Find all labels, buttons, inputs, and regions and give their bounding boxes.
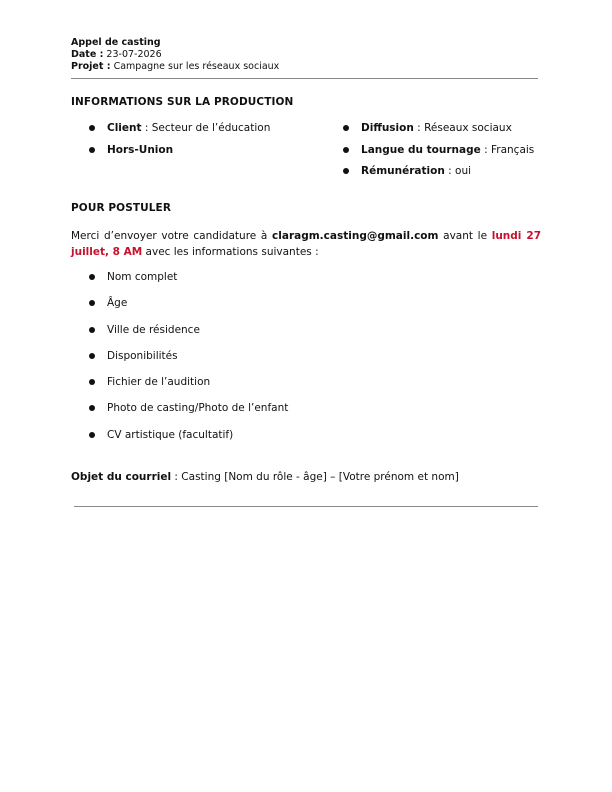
project-line xyxy=(71,61,279,73)
list-item: Fichier de l’audition xyxy=(89,375,288,401)
info-label: Client xyxy=(107,122,142,134)
list-item xyxy=(89,121,270,143)
document-header xyxy=(71,37,279,73)
list-item: Ville de résidence xyxy=(89,323,288,349)
apply-instructions xyxy=(71,228,541,260)
intro-text: avant le xyxy=(438,230,492,242)
required-info-list xyxy=(89,270,288,454)
date-line xyxy=(71,49,279,61)
subject-separator: : xyxy=(171,471,182,483)
email-subject-line xyxy=(71,470,459,484)
list-item: Nom complet xyxy=(89,270,288,296)
info-label: Rémunération xyxy=(361,165,445,177)
list-item xyxy=(343,164,534,186)
intro-text: avec les informations suivantes : xyxy=(142,246,319,258)
info-value: Français xyxy=(490,143,535,156)
info-value: oui xyxy=(455,165,472,177)
info-label: Hors-Union xyxy=(107,143,174,156)
project-label: Projet : xyxy=(71,61,111,72)
list-item: Photo de casting/Photo de l’enfant xyxy=(89,401,288,427)
top-divider xyxy=(71,78,538,79)
info-label: Langue du tournage xyxy=(361,143,481,156)
info-separator: : xyxy=(480,143,491,156)
info-separator: : xyxy=(413,122,425,134)
date-value: 23-07-2026 xyxy=(106,49,162,60)
info-value: Secteur de l’éducation xyxy=(151,122,271,134)
list-item: CV artistique (facultatif) xyxy=(89,428,288,454)
production-section-title: INFORMATIONS SUR LA PRODUCTION xyxy=(71,96,294,108)
production-info-left xyxy=(89,121,270,164)
info-value: Réseaux sociaux xyxy=(424,122,512,134)
info-separator: : xyxy=(141,122,152,134)
document-title: Appel de casting xyxy=(71,37,161,48)
contact-email: claragm.casting@gmail.com xyxy=(272,230,439,242)
list-item xyxy=(343,121,534,143)
production-info-right xyxy=(343,121,534,186)
bottom-divider xyxy=(74,506,538,507)
subject-value: Casting [Nom du rôle - âge] – [Votre prénom et nom] xyxy=(181,471,459,483)
list-item: Disponibilités xyxy=(89,349,288,375)
info-label: Diffusion xyxy=(361,122,414,134)
list-item xyxy=(89,143,270,165)
apply-section-title: POUR POSTULER xyxy=(71,202,172,214)
list-item: Âge xyxy=(89,296,288,322)
deadline: lundi 27 juillet, 8 AM xyxy=(71,230,542,258)
date-label: Date : xyxy=(71,49,104,60)
project-value: Campagne sur les réseaux sociaux xyxy=(113,61,280,72)
list-item xyxy=(343,143,534,165)
subject-label: Objet du courriel xyxy=(71,471,172,483)
intro-text: Merci d’envoyer votre candidature à xyxy=(71,230,273,242)
info-separator: : xyxy=(444,165,456,177)
